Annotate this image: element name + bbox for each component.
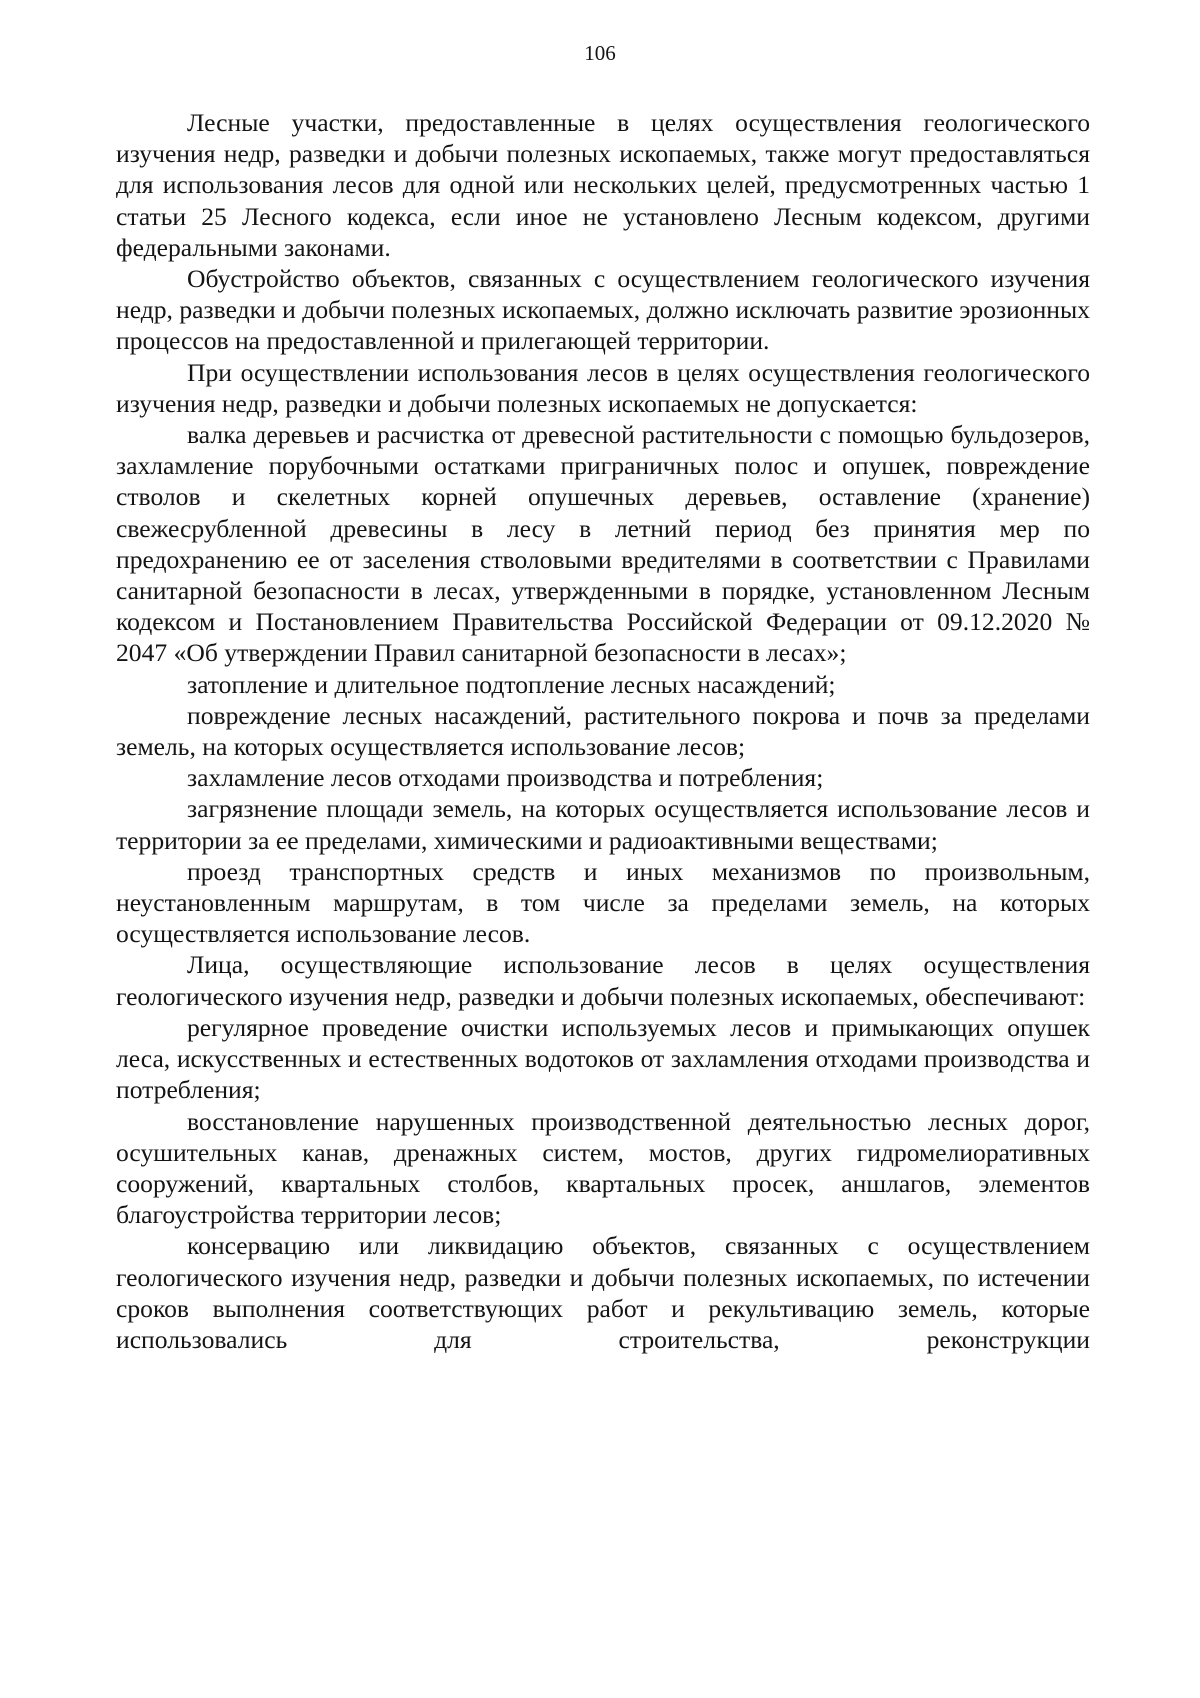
list-item-damage-outside: повреждение лесных насаждений, растительного покрова и почв за пределами земель, на которых осуществляется использование лесов; [116,700,1090,762]
paragraph-obligations-intro: Лица, осуществляющие использование лесов в целях осуществления геологического изучения недр, разведки и добычи полезных ископаемых, обеспечивают: [116,950,1090,1011]
paragraph-prohibitions-intro: При осуществлении использования лесов в целях осуществления геологического изучения недр, разведки и добычи полезных ископаемых не допускается: [116,357,1090,418]
page-number: 106 [584,41,616,65]
list-item-littering: захламление лесов отходами производства и потребления; [187,763,824,793]
document-body [116,107,1090,1355]
paragraph-forest-plots-purpose: Лесные участки, предоставленные в целях осуществления геологического изучения недр, разведки и добычи полезных ископаемых, также могут предоставляться для использования лесов для одной или нескольких целей, предусмотренных частью 1 статьи 25 Лесного кодекса, если иное не установлено Лесным кодексом, другими федеральными законами. [116,108,1090,262]
list-item-conservation: консервацию или ликвидацию объектов, связанных с осуществлением геологического изучения недр, разведки и добычи полезных ископаемых, по истечении сроков выполнения соответствующих работ и рекультивацию земель, которые использовались для строительства, реконструкции [116,1231,1090,1354]
list-item-restoration: восстановление нарушенных производственной деятельностью лесных дорог, осушительных канав, дренажных систем, мостов, других гидромелиоративных сооружений, квартальных столбов, квартальных просек, аншлагов, элементов благоустройства территории лесов; [116,1106,1090,1230]
paragraph-object-arrangement: Обустройство объектов, связанных с осуществлением геологического изучения недр, разведки и добычи полезных ископаемых, должно исключать развитие эрозионных процессов на предоставленной и прилегающей территории. [116,264,1090,356]
list-item-flooding: затопление и длительное подтопление лесных насаждений; [187,669,836,699]
list-item-vehicle-travel: проезд транспортных средств и иных механизмов по произвольным, неустановленным маршрутам, в том числе за пределами земель, на которых осуществляется использование лесов. [116,856,1090,949]
list-item-cleaning: регулярное проведение очистки используемых лесов и примыкающих опушек леса, искусственных и естественных водотоков от захламления отходами производства и потребления; [116,1012,1090,1105]
list-item-tree-felling: валка деревьев и расчистка от древесной растительности с помощью бульдозеров, захламление порубочными остатками приграничных полос и опушек, повреждение стволов и скелетных корней опушечных деревьев, оставление (хранение) свежесрубленной древесины в лесу в летний период без принятия мер по предохранению ее от заселения стволовыми вредителями в соответствии с Правилами санитарной безопасности в лесах, утвержденными в порядке, установленном Лесным кодексом и Постановлением Правительства Российской Федерации от 09.12.2020 № 2047 «Об утверждении Правил санитарной безопасности в лесах»; [116,420,1090,668]
list-item-pollution: загрязнение площади земель, на которых осуществляется использование лесов и территории за ее пределами, химическими и радиоактивными веществами; [116,794,1090,855]
